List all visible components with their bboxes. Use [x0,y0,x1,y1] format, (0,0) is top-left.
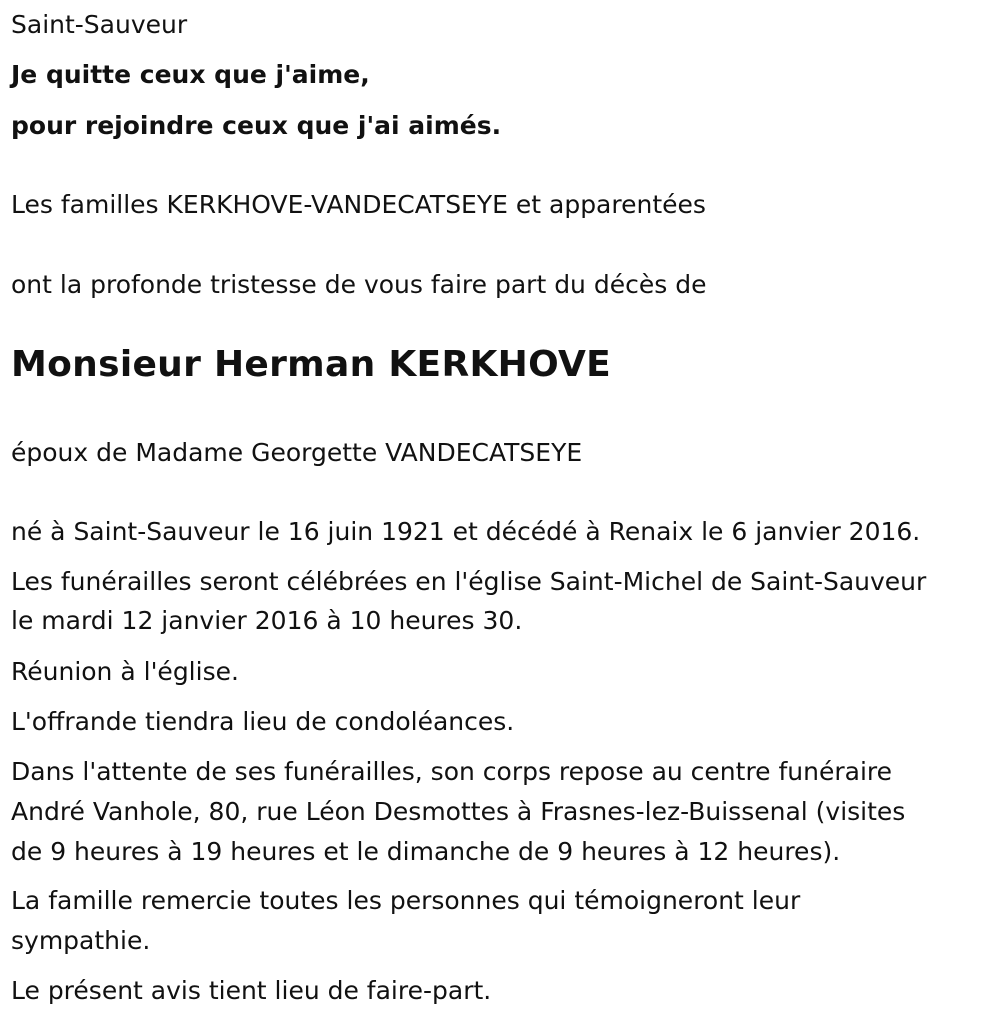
rest-line-1: Dans l'attente de ses funérailles, son corps repose au centre funéraire [11,757,893,786]
funeral-line-2: le mardi 12 janvier 2016 à 10 heures 30. [11,606,523,635]
deceased-name: Monsieur Herman KERKHOVE [11,344,612,385]
offering-line: L'offrande tiendra lieu de condoléances. [11,707,515,736]
verse-line-1: Je quitte ceux que j'aime, [11,60,370,89]
meeting-line: Réunion à l'église. [11,657,239,686]
birth-death-line: né à Saint-Sauveur le 16 juin 1921 et décédé à Renaix le 6 janvier 2016. [11,517,921,546]
rest-line-2: André Vanhole, 80, rue Léon Desmottes à Frasnes-lez-Buissenal (visites [11,797,906,826]
verse-line-2: pour rejoindre ceux que j'ai aimés. [11,111,502,140]
thanks-line-2: sympathie. [11,926,151,955]
funeral-line-1: Les funérailles seront célébrées en l'église Saint-Michel de Saint-Sauveur [11,567,927,596]
location-heading: Saint-Sauveur [11,10,188,39]
announcement-line: ont la profonde tristesse de vous faire part du décès de [11,270,707,299]
thanks-line-1: La famille remercie toutes les personnes qui témoigneront leur [11,886,801,915]
rest-line-3: de 9 heures à 19 heures et le dimanche de 9 heures à 12 heures). [11,837,841,866]
notice-line: Le présent avis tient lieu de faire-part. [11,976,492,1005]
spouse-line: époux de Madame Georgette VANDECATSEYE [11,438,583,467]
families-line: Les familles KERKHOVE-VANDECATSEYE et apparentées [11,190,706,219]
